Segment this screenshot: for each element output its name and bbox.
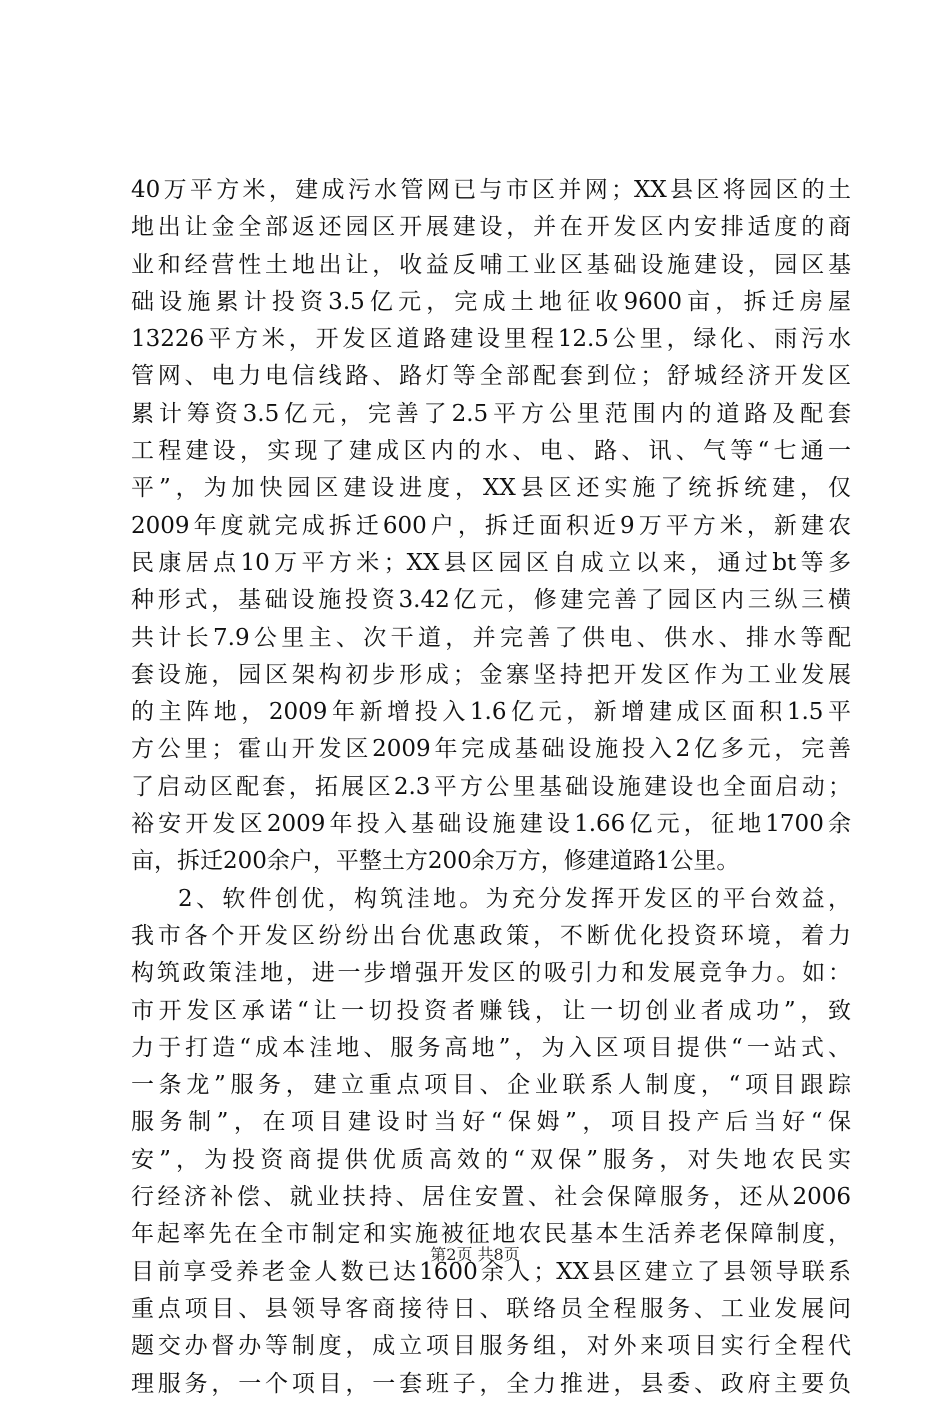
text-line: 累计筹资3.5亿元，完善了2.5平方公里范围内的道路及配套 bbox=[131, 400, 851, 427]
text-line: 了启动区配套，拓展区2.3平方公里基础设施建设也全面启动； bbox=[131, 773, 851, 800]
text-line: 40万平方米，建成污水管网已与市区并网；XX县区将园区的土 bbox=[131, 177, 851, 203]
text-line: 民康居点10万平方米；XX县区园区自成立以来，通过bt等多 bbox=[131, 549, 851, 576]
text-line: 市开发区承诺“让一切投资者赚钱，让一切创业者成功”，致 bbox=[131, 997, 851, 1024]
text-line: 2009年度就完成拆迁600户，拆迁面积近9万平方米，新建农 bbox=[131, 512, 851, 539]
text-line: 目前享受养老金人数已达1600余人；XX县区建立了县领导联系 bbox=[131, 1258, 851, 1285]
text-line: 理服务，一个项目，一套班子，全力推进，县委、政府主要负 bbox=[131, 1370, 851, 1397]
text-line: 力于打造“成本洼地、服务高地”，为入区项目提供“一站式、 bbox=[131, 1034, 851, 1061]
text-line: 础设施累计投资3.5亿元，完成土地征收9600亩，拆迁房屋 bbox=[131, 288, 851, 315]
text-line: 地出让金全部返还园区开展建设，并在开发区内安排适度的商 bbox=[131, 214, 851, 241]
text-line: 管网、电力电信线路、路灯等全部配套到位；舒城经济开发区 bbox=[131, 363, 851, 390]
text-line: 套设施，园区架构初步形成；金寨坚持把开发区作为工业发展 bbox=[131, 661, 851, 688]
text-line: 的主阵地，2009年新增投入1.6亿元，新增建成区面积1.5平 bbox=[131, 699, 851, 726]
page-footer bbox=[0, 1245, 950, 1265]
text-line: 行经济补偿、就业扶持、居住安置、社会保障服务，还从2006 bbox=[131, 1184, 851, 1211]
paragraph-end-line: 亩，拆迁200余户，平整土方200余万方，修建道路1公里。 bbox=[131, 848, 740, 875]
text-line: 重点项目、县领导客商接待日、联络员全程服务、工业发展问 bbox=[131, 1295, 851, 1322]
text-line: 我市各个开发区纷纷出台优惠政策，不断优化投资环境，着力 bbox=[131, 922, 851, 949]
text-line: 13226平方米，开发区道路建设里程12.5公里，绿化、雨污水 bbox=[131, 326, 851, 353]
text-line: 平”，为加快园区建设进度，XX县区还实施了统拆统建，仅 bbox=[131, 475, 851, 502]
text-line: 题交办督办等制度，成立项目服务组，对外来项目实行全程代 bbox=[131, 1333, 851, 1360]
text-line: 服务制”，在项目建设时当好“保姆”，项目投产后当好“保 bbox=[131, 1109, 851, 1136]
text-line: 方公里；霍山开发区2009年完成基础设施投入2亿多元，完善 bbox=[131, 736, 851, 763]
text-line: 一条龙”服务，建立重点项目、企业联系人制度，“项目跟踪 bbox=[131, 1072, 851, 1099]
text-line: 构筑政策洼地，进一步增强开发区的吸引力和发展竞争力。如： bbox=[131, 960, 851, 987]
text-line: 安”，为投资商提供优质高效的“双保”服务，对失地农民实 bbox=[131, 1146, 851, 1173]
text-line: 种形式，基础设施投资3.42亿元，修建完善了园区内三纵三横 bbox=[131, 587, 851, 614]
text-line: 裕安开发区2009年投入基础设施建设1.66亿元，征地1700余 bbox=[131, 811, 851, 838]
text-line: 共计长7.9公里主、次干道，并完善了供电、供水、排水等配 bbox=[131, 624, 851, 651]
body-text bbox=[131, 172, 851, 1403]
text-line: 工程建设，实现了建成区内的水、电、路、讯、气等“七通一 bbox=[131, 438, 851, 465]
page-number-label: 第2页 共8页 bbox=[430, 1245, 520, 1264]
paragraph-start-line: 2、软件创优，构筑洼地。为充分发挥开发区的平台效益， bbox=[178, 885, 851, 912]
text-line: 年起率先在全市制定和实施被征地农民基本生活养老保障制度， bbox=[131, 1221, 851, 1248]
text-line: 业和经营性土地出让，收益反哺工业区基础设施建设，园区基 bbox=[131, 251, 851, 278]
